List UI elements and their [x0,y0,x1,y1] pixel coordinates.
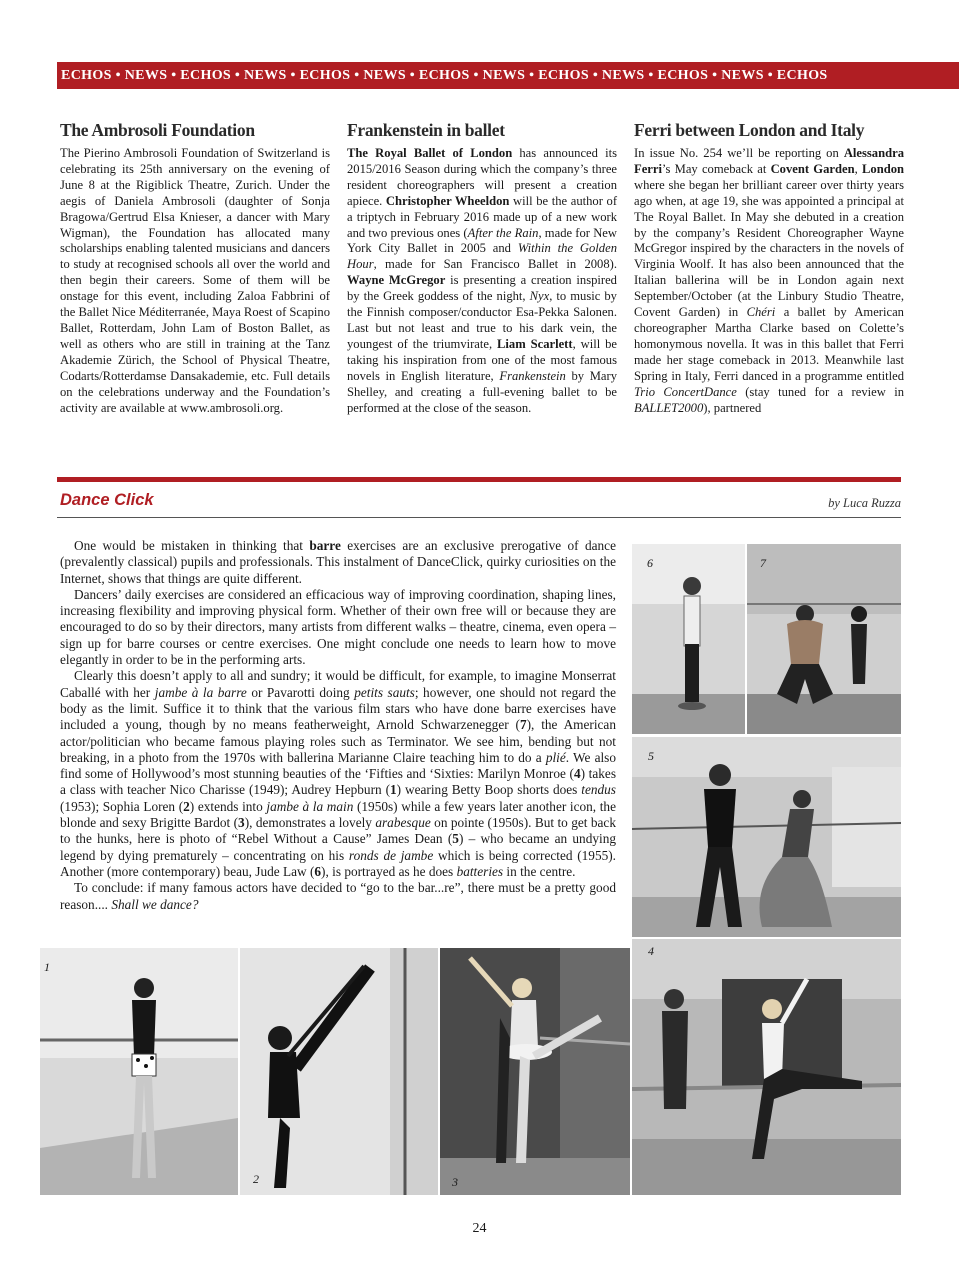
news-ferri [634,120,904,416]
headline-ferri: Ferri between London and Italy [634,120,865,140]
photo-sophia-loren [240,948,438,1195]
section-divider [57,477,901,482]
photo-jude-law [632,544,745,734]
photo-schwarzenegger-image [747,544,901,734]
page-number: 24 [472,1221,487,1236]
photo-audrey-hepburn-image [40,948,238,1195]
photo-label: 6 [647,556,653,570]
paragraph: To conclude: if many famous actors have decided to “go to the bar...re”, there must be a pretty good reason.... Shall we dance? [60,880,616,912]
paragraph: One would be mistaken in thinking that barre exercises are an exclusive prerogative of dance (prevalently classical) pupils and professionals. This instalment of DanceClick, quirky curiosities on the Internet, shows that things are quite different. [60,538,616,586]
photo-james-dean [632,737,901,937]
dance-click-article [60,538,616,913]
body-ambrosoli: The Pierino Ambrosoli Foundation of Switzerland is celebrating its 25th anniversary on the evening of June 8 at the Rigiblick Theatre, Zurich. Under the aegis of Daniela Ambrosoli (daughter of Sonja Bragowa/Gertrud Elsa Knieser, a dancer with Mary Wigman), the Foundation has allocated many scholarships enabling talented musicians and dancers to study at recognised schools all over the world and then begin their careers. Some of them will be onstage for this event, including Zaloa Fabbrini of the Ballet Nice Méditerranée, Maya Roest of Scapino Ballet, Rotterdam, John Lam of Boston Ballet, as well as others who are still in training at the Tanz Akademie Zürich, the School of Physical Theatre, Codarts/Rotterdamse Dansakademie, etc. Full details on the celebrations underway and the Foundation’s activity are available at www.ambrosoli.org. [60,146,330,415]
photo-label: 2 [253,1172,259,1186]
headline-ambrosoli: The Ambrosoli Foundation [60,120,255,140]
news-ambrosoli [60,120,330,416]
echos-news-banner: ECHOS • NEWS • ECHOS • NEWS • ECHOS • NEWS • ECHOS • NEWS • ECHOS • NEWS • ECHOS • NEWS • ECHOS [57,62,959,89]
photo-label: 1 [44,960,50,974]
photo-james-dean-image [632,737,901,937]
photo-brigitte-bardot [440,948,630,1195]
photo-marilyn-monroe-image [632,939,901,1195]
photo-label: 4 [648,944,654,958]
photo-label: 5 [648,749,654,763]
thin-divider [57,517,901,518]
photo-jude-law-image [632,544,745,734]
paragraph: Dancers’ daily exercises are considered an efficacious way of improving coordination, shaping lines, increasing flexibility and improving physical form. Whether of their own free will or because they are encouraged to do so by their directors, many artists from different walks – theatre, cinema, even opera – sign up for barre courses or centre exercises. One might conclude one needs to learn how to move elegantly in order to be in the performing arts. [60,586,616,668]
photo-sophia-loren-image [240,948,438,1195]
body-ferri: In issue No. 254 we’ll be reporting on Alessandra Ferri’s May comeback at Covent Garden, London where she began her brilliant career over thirty years ago when, at age 19, she was appointed a principal at The Royal Ballet. In May she debuted in a creation by the company’s Resident Choreographer Wayne McGregor inspired by the characters in the novels of Virginia Woolf. It has also been announced that the Italian ballerina will be in London again next September/October (at the Linbury Studio Theatre, Covent Garden) in Chéri a ballet by American choreographer Martha Clarke based on Colette’s homonymous novella. It was in this ballet that Ferri made her stage comeback in 2013. Meanwhile last Spring in Italy, Ferri danced in a programme entitled Trio ConcertDance (stay tuned for a review in BALLET2000), partnered [634,146,905,415]
news-frankenstein [347,120,617,416]
photo-marilyn-monroe [632,939,901,1195]
paragraph: Clearly this doesn’t apply to all and sundry; it would be difficult, for example, to imagine Monserrat Caballé with her jambe à la barre or Pavarotti doing petits sauts; however, one should not regard the body as the limit. Suffice it to think that the various film stars who have done barre exercises have included a young, though by no means featherweight, Arnold Schwarzenegger (7), the American actor/politician who became famous playing roles such as Terminator. We see him, bending but not breaking, in a photo from the 1970s with ballerina Marianne Claire teaching him to do a plié. We also find some of Hollywood’s most stunning beauties of the ‘Fifties and ‘Sixties: Marilyn Monroe (4) takes a class with teacher Nico Charisse (1949); Audrey Hepburn (1) wearing Betty Boop shorts does tendus (1953); Sophia Loren (2) extends into jambe à la main (1950s) while a few years later another icon, the blonde and sexy Brigitte Bardot (3), demonstrates a lovely arabesque on pointe (1950s). But to get back to the hunks, here is photo of “Rebel Without a Cause” James Dean (5) – who became an undying legend by dying prematurely – concentrating on his ronds de jambe which is being corrected (1955). Another (more contemporary) beau, Jude Law (6), is portrayed as he does batteries in the centre. [60,668,617,879]
photo-brigitte-bardot-image [440,948,630,1195]
headline-frankenstein: Frankenstein in ballet [347,120,505,140]
photo-label: 7 [760,556,766,570]
photo-label: 3 [452,1175,458,1189]
byline: by Luca Ruzza [828,496,901,510]
dance-click-title: Dance Click [60,491,154,509]
photo-schwarzenegger [747,544,901,734]
body-frankenstein: The Royal Ballet of London has announced its 2015/2016 Season during which the company’s three resident choreographers will present a creation apiece. Christopher Wheeldon will be the author of a triptych in February 2016 made up of a new work and two previous ones (After the Rain, made for New York City Ballet in 2005 and Within the Golden Hour, made for San Francisco Ballet in 2008). Wayne McGregor is presenting a creation inspired by the Greek goddess of the night, Nyx, to music by the Finnish composer/conductor Esa-Pekka Salonen. Last but not least and true to his dark vein, the youngest of the triumvirate, Liam Scarlett, will be taking his inspiration from one of the most famous novels in English literature, Frankenstein by Mary Shelley, and creating a full-evening ballet to be performed at the close of the season. [347,146,618,415]
photo-audrey-hepburn [40,948,238,1195]
